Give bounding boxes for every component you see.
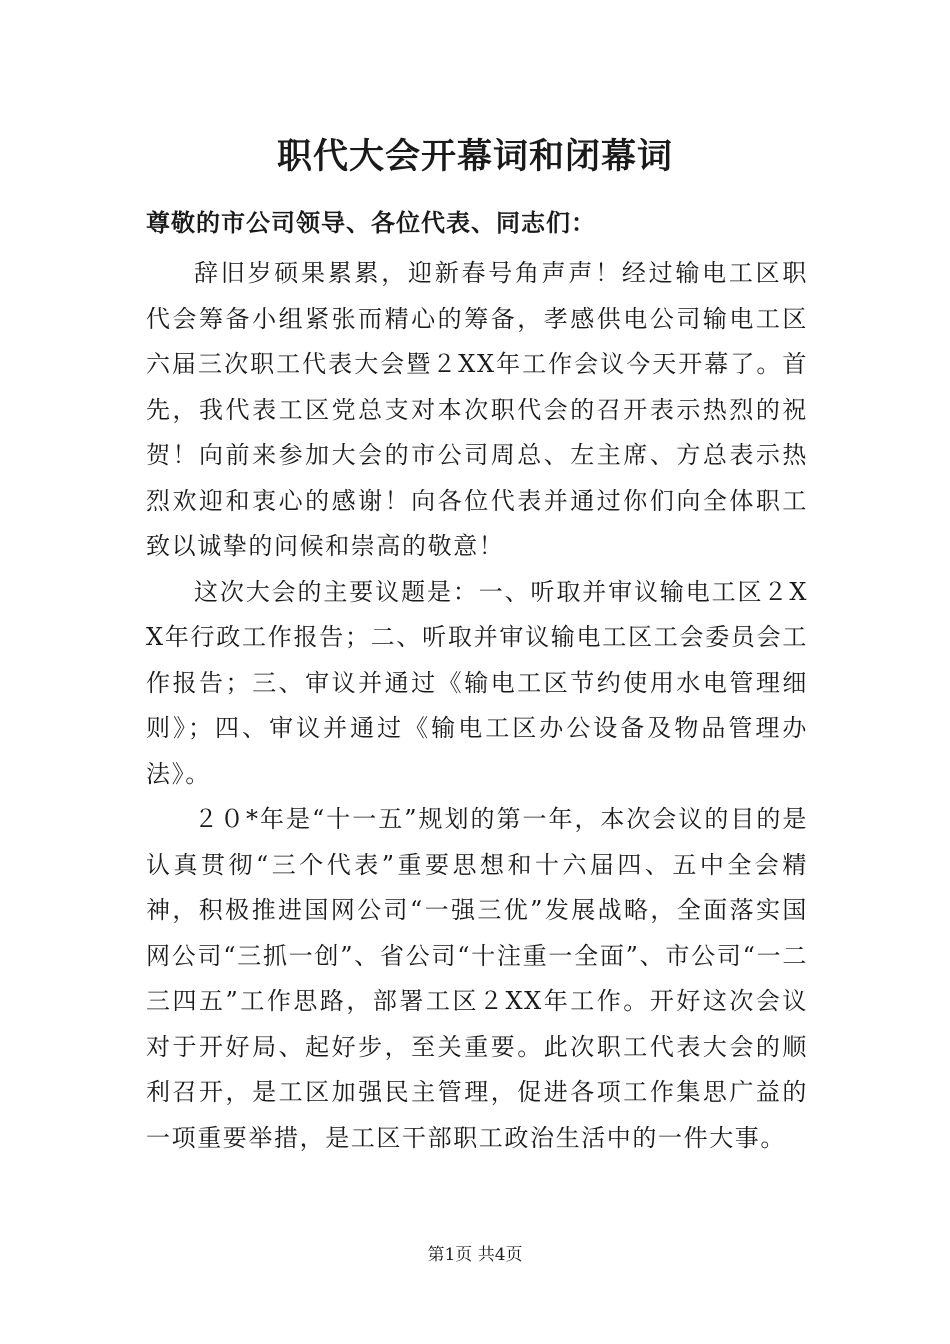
paragraph-2: 这次大会的主要议题是：一、听取并审议输电工区２XX年行政工作报告；二、听取并审议输电工区工会委员会工作报告；三、审议并通过《输电工区节约使用水电管理细则》；四、审议并通过《输电工区办公设备及物品管理办法》。 [146, 577, 808, 788]
paragraph-1: 辞旧岁硕果累累，迎新春号角声声！经过输电工区职代会筹备小组紧张而精心的筹备，孝感供电公司输电工区六届三次职工代表大会暨２XX年工作会议今天开幕了。首先，我代表工区党总支对本次职代会的召开表示热烈的祝贺！向前来参加大会的市公司周总、左主席、方总表示热烈欢迎和衷心的感谢！向各位代表并通过你们向全体职工致以诚挚的问候和崇高的敬意！ [146, 259, 808, 560]
salutation: 尊敬的市公司领导、各位代表、同志们： [146, 208, 596, 237]
paragraph-3: ２０*年是“十一五”规划的第一年，本次会议的目的是认真贯彻“三个代表”重要思想和十六届四、五中全会精神，积极推进国网公司“一强三优”发展战略，全面落实国网公司“三抓一创”、省公司“十注重一全面”、市公司“一二三四五”工作思路，部署工区２XX年工作。开好这次会议对于开好局、起好步，至关重要。此次职工代表大会的顺利召开，是工区加强民主管理，促进各项工作集思广益的一项重要举措，是工区干部职工政治生活中的一件大事。 [146, 805, 808, 1152]
document-body [146, 251, 808, 1161]
page-number-footer: 第1页 共4页 [427, 1245, 523, 1265]
document-title: 职代大会开幕词和闭幕词 [276, 136, 673, 177]
